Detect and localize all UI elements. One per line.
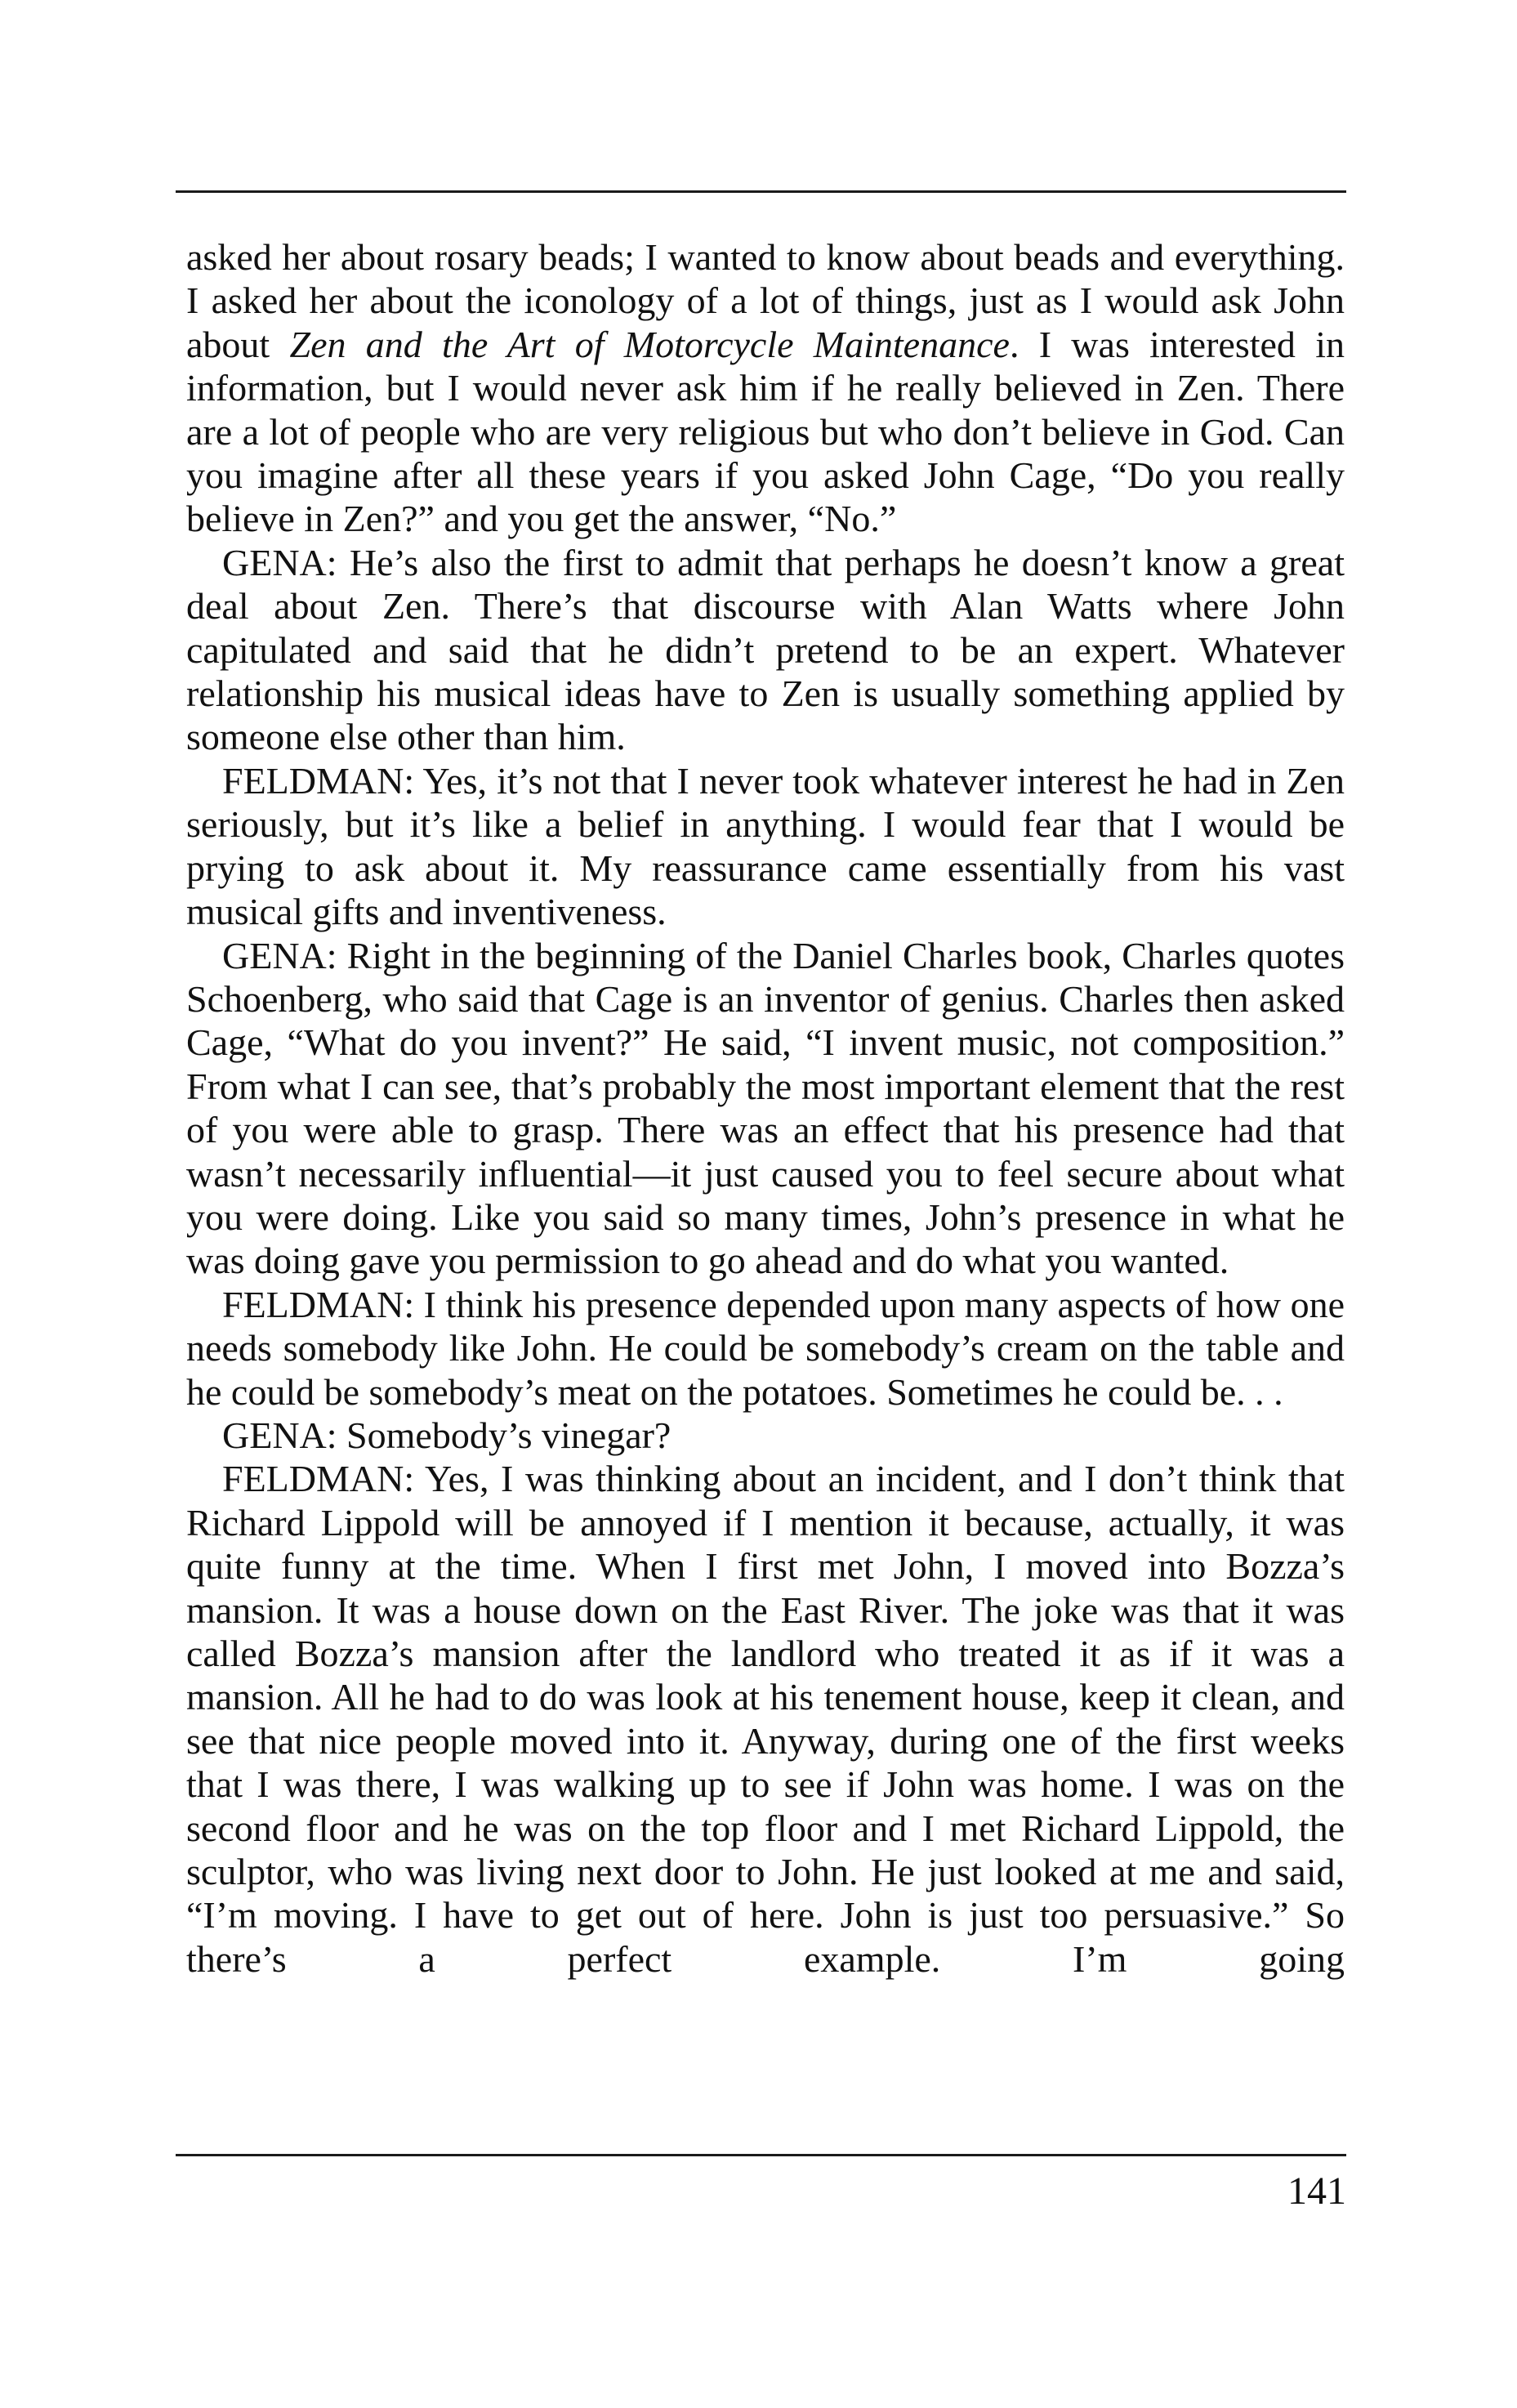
paragraph-gena-2: GENA: Right in the beginning of the Daniel Charles book, Charles quotes Schoenberg, who said that Cage is an inventor of genius. Charles then asked Cage, “What do you invent?” He said, “I invent music, not composition.” From what I can see, that’s probably the most important element that the rest of you were able to grasp. There was an effect that his presence had that wasn’t necessarily influential—it just caused you to feel secure about what you were doing. Like you said so many times, John’s presence in what he was doing gave you permission to go ahead and do what you wanted. [186, 934, 1345, 1282]
paragraph-gena-1: GENA: He’s also the first to admit that perhaps he doesn’t know a great deal about Zen. There’s that discourse with Alan Watts where John capitulated and said that he didn’t pretend to be an expert. Whatever relationship his musical ideas have to Zen is usually something applied by someone else other than him. [186, 541, 1345, 758]
paragraph-feldman-3: FELDMAN: Yes, I was thinking about an incident, and I don’t think that Richard Lippold will be annoyed if I mention it because, actually, it was quite funny at the time. When I first met John, I moved into Bozza’s mansion. It was a house down on the East River. The joke was that it was called Bozza’s mansion after the landlord who treated it as if it was a mansion. All he had to do was look at his tenement house, keep it clean, and see that nice people moved into it. Anyway, during one of the first weeks that I was there, I was walking up to see if John was home. I was on the second floor and he was on the top floor and I met Richard Lippold, the sculptor, who was living next door to John. He just looked at me and said, “I’m moving. I have to get out of here. John is just too persuasive.” So there’s a perfect example. I’m going [186, 1458, 1345, 1980]
paragraph-feldman-2: FELDMAN: I think his presence depended upon many aspects of how one needs somebody like John. He could be somebody’s cream on the table and he could be somebody’s meat on the potatoes. Sometimes he could be. . . [186, 1283, 1345, 1413]
paragraph-text: . I was interested in information, but I would never ask him if he really believed in Zen. There are a lot of people who are very religious but who don’t believe in God. Can you imagine after all these years if you asked John Cage, “Do you really believe in Zen?” and you get the answer, “No.” [186, 323, 1345, 540]
book-title: Zen and the Art of Motorcycle Maintenance [289, 323, 1010, 365]
paragraph-feldman-1: FELDMAN: Yes, it’s not that I never took whatever interest he had in Zen seriously, but it’s like a belief in anything. I would fear that I would be prying to ask about it. My reassurance came essentially from his vast musical gifts and inventiveness. [186, 759, 1345, 933]
bottom-rule [176, 2154, 1346, 2156]
top-rule [176, 190, 1346, 193]
paragraph-text: asked her about rosary beads; I wanted to know about beads and everything. I asked her about the iconology of a lot of things, just as I would ask John about [186, 236, 1345, 365]
body-text [186, 235, 1345, 1981]
page-number: 141 [1287, 2169, 1346, 2213]
paragraph-gena-3: GENA: Somebody’s vinegar? [222, 1414, 671, 1456]
paragraph-continuation [186, 235, 1345, 541]
